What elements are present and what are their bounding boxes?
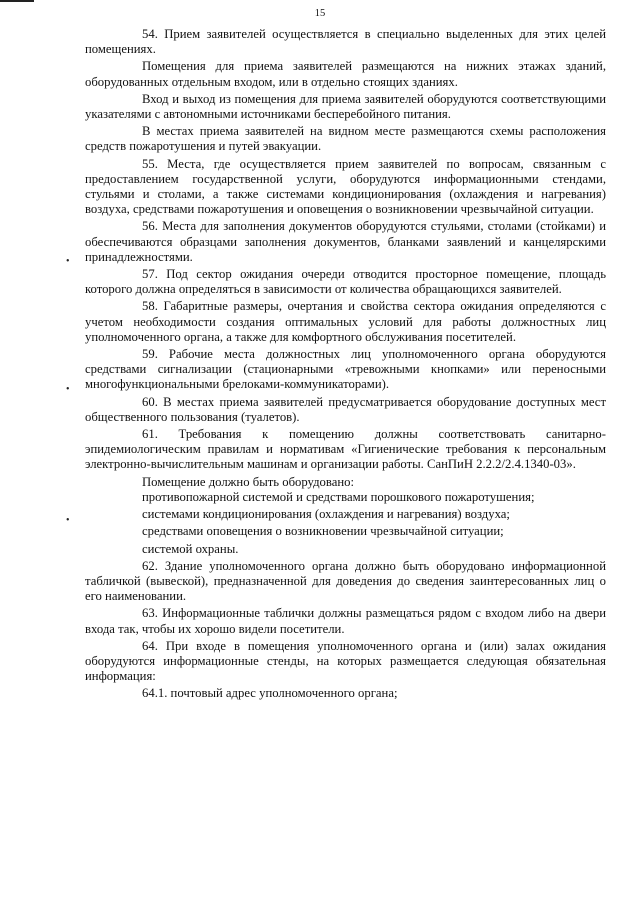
margin-bullet-mark: • [66, 256, 70, 267]
equipment-list-intro: Помещение должно быть оборудовано: [142, 474, 354, 489]
top-edge-rule [0, 0, 34, 2]
document-text [85, 27, 606, 704]
paragraph-55: 55. Места, где осуществляется прием заявителей по вопросам, связанным с предоставлением государственной услуги, оборудуются информационными стендами, стульями и столами, а также системами кондиционирования (охлаждения и нагревания) воздуха, средствами пожаротушения и оповещения о возникновении чрезвычайной ситуации. [85, 156, 606, 217]
paragraph-59: 59. Рабочие места должностных лиц уполномоченного органа оборудуются средствами сигнализации (стационарными «тревожными кнопками» или переносными многофункциональными брелоками-коммуникаторами). [85, 347, 606, 392]
equipment-list-item: средствами оповещения о возникновении чрезвычайной ситуации; [142, 524, 504, 539]
paragraph-54-premises: Помещения для приема заявителей размещаются на нижних этажах зданий, оборудованных отдельным входом, или в отдельно стоящих зданиях. [85, 59, 606, 89]
paragraph-60: 60. В местах приема заявителей предусматривается оборудование доступных мест общественного пользования (туалетов). [85, 394, 606, 424]
paragraph-58: 58. Габаритные размеры, очертания и свойства сектора ожидания определяются с учетом необходимости создания оптимальных условий для работы должностных лиц уполномоченного органа, а также для комфортного обслуживания посетителей. [85, 299, 606, 344]
equipment-list-item: системой охраны. [142, 541, 239, 556]
paragraph-61: 61. Требования к помещению должны соответствовать санитарно-эпидемиологическим правилам и нормативам «Гигиенические требования к персональным электронно-вычислительным машинам и организации работы. СанПиН 2.2.2/2.4.1340-03». [85, 427, 606, 472]
equipment-list-item: системами кондиционирования (охлаждения и нагревания) воздуха; [142, 507, 510, 522]
margin-bullet-mark: • [66, 384, 70, 395]
paragraph-57: 57. Под сектор ожидания очереди отводится просторное помещение, площадь которого должна определяться в зависимости от количества обращающихся заявителей. [85, 267, 606, 297]
equipment-list-item: противопожарной системой и средствами порошкового пожаротушения; [142, 489, 535, 504]
paragraph-54-entrance: Вход и выход из помещения для приема заявителей оборудуются соответствующими указателями с автономными источниками бесперебойного питания. [85, 91, 606, 122]
page-number: 15 [314, 8, 326, 19]
paragraph-64-1: 64.1. почтовый адрес уполномоченного органа; [142, 686, 398, 701]
paragraph-54-evacuation: В местах приема заявителей на видном месте размещаются схемы расположения средств пожаротушения и путей эвакуации. [85, 124, 606, 154]
paragraph-63: 63. Информационные таблички должны размещаться рядом с входом либо на двери входа так, чтобы их хорошо видели посетители. [85, 606, 606, 636]
paragraph-56: 56. Места для заполнения документов оборудуются стульями, столами (стойками) и обеспечиваются образцами заполнения документов, бланками заявлений и канцелярскими принадлежностями. [85, 219, 606, 264]
paragraph-62: 62. Здание уполномоченного органа должно быть оборудовано информационной табличкой (вывеской), предназначенной для доведения до сведения заинтересованных лиц о его наименовании. [85, 558, 606, 604]
paragraph-54: 54. Прием заявителей осуществляется в специально выделенных для этих целей помещениях. [85, 27, 606, 57]
margin-bullet-mark: • [66, 515, 70, 526]
paragraph-64: 64. При входе в помещения уполномоченного органа и (или) залах ожидания оборудуются информационные стенды, на которых размещается следующая обязательная информация: [85, 638, 606, 684]
